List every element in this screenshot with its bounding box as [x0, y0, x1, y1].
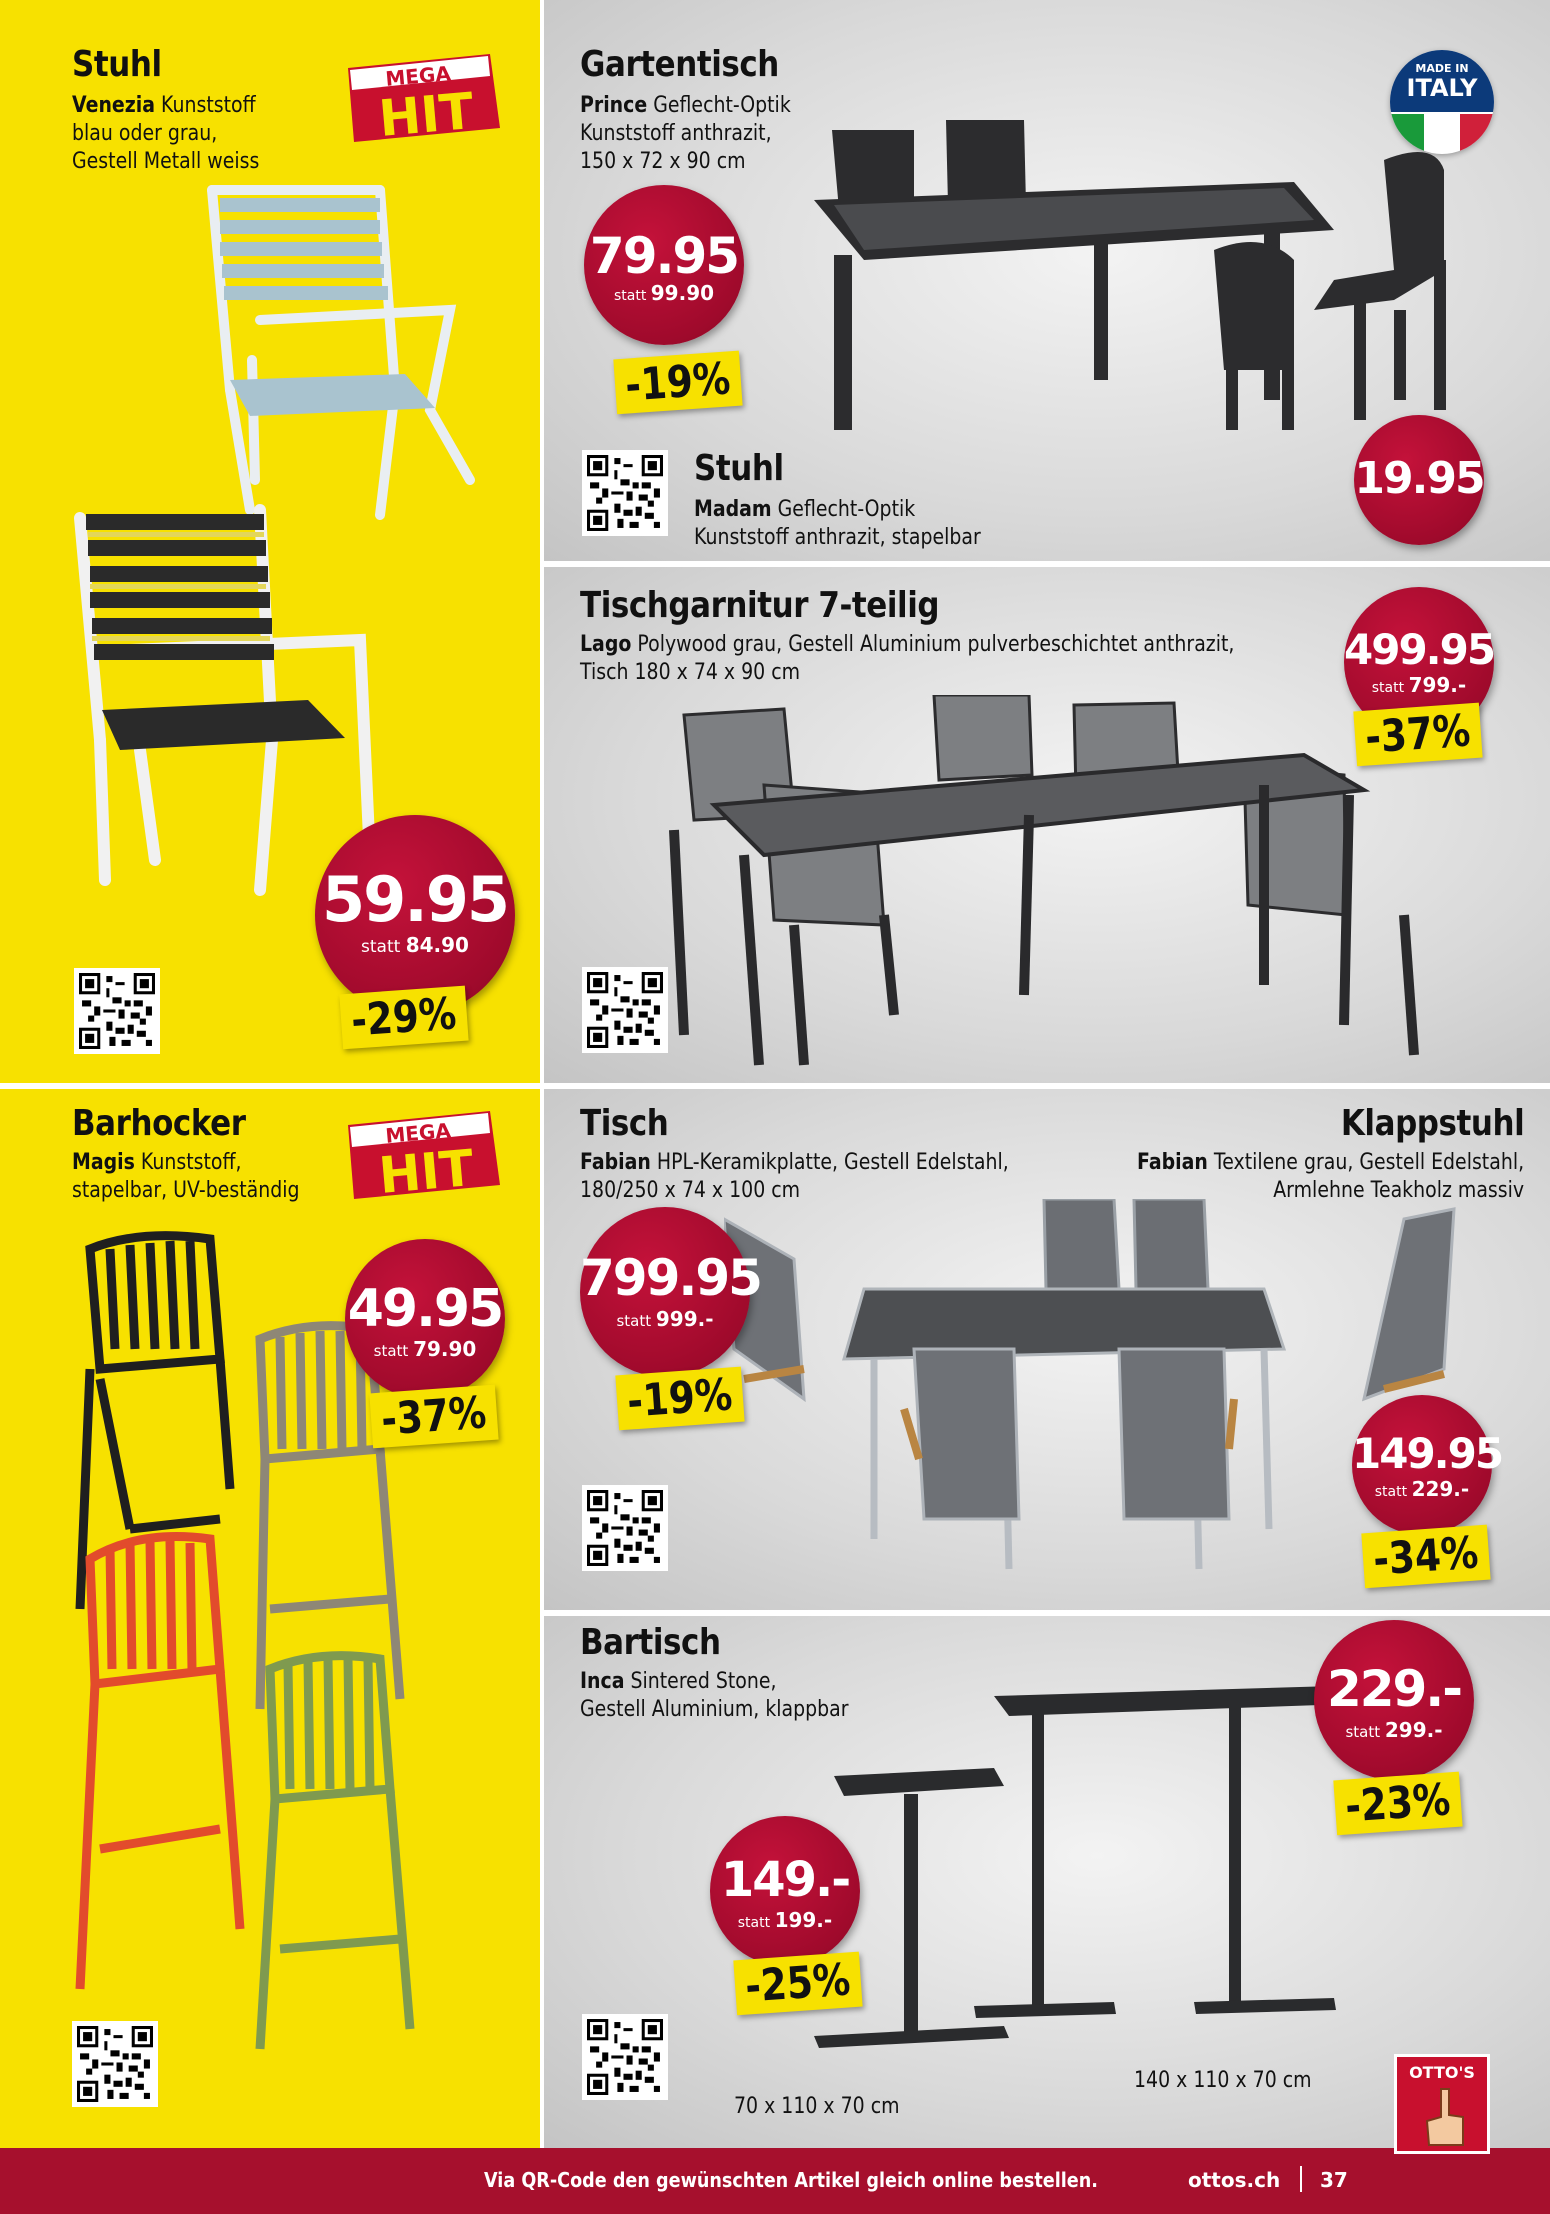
price-value: 79.95: [589, 227, 739, 285]
price-badge: [345, 1239, 505, 1399]
discount-label-small: -25%: [733, 1952, 862, 2016]
product-description: Prince Geflecht-Optik Kunststoff anthrazit, 150 x 72 x 90 cm: [580, 93, 791, 174]
price-value: 149.-: [720, 1852, 850, 1908]
page-number: 37: [1320, 2168, 1348, 2192]
was-price: statt 999.-: [616, 1307, 714, 1331]
price-badge-madam: [1354, 415, 1484, 545]
size-small: 70 x 110 x 70 cm: [734, 2094, 900, 2119]
product-title: Gartentisch: [580, 44, 779, 85]
discount-label: -37%: [369, 1385, 498, 1449]
product-title: Bartisch: [580, 1622, 721, 1663]
was-price: statt 84.90: [361, 933, 469, 957]
discount-label: -29%: [339, 986, 468, 1050]
price-badge-klappstuhl: [1352, 1395, 1503, 1535]
product-title-madam: Stuhl: [694, 448, 784, 489]
ottos-logo: OTTO'S: [1394, 2054, 1490, 2154]
product-title: Stuhl: [72, 44, 162, 85]
qr-code[interactable]: [582, 2014, 668, 2100]
discount-label-klappstuhl: -34%: [1361, 1525, 1490, 1589]
price-badge: [315, 815, 515, 1015]
price-badge: [580, 1207, 761, 1377]
product-description-madam: Madam Geflecht-Optik Kunststoff anthrazit, stapelbar: [694, 497, 981, 550]
panel-barhocker-magis: [0, 1089, 540, 2148]
hit-label: HIT: [376, 1138, 476, 1203]
product-description: Lago Polywood grau, Gestell Aluminium pulverbeschichtet anthrazit, Tisch 180 x 74 x 90 cm: [580, 632, 1235, 685]
was-price: statt 79.90: [373, 1337, 477, 1361]
discount-label: -19%: [613, 351, 742, 415]
dining-set-image: [644, 695, 1464, 1075]
price-value: 49.95: [347, 1279, 503, 1339]
product-title-klappstuhl: Klappstuhl: [1340, 1103, 1524, 1144]
pointing-hand-icon: [1423, 2087, 1467, 2149]
product-description: Venezia Kunststoff blau oder grau, Gestell Metall weiss: [72, 93, 260, 174]
product-description: Fabian HPL-Keramikplatte, Gestell Edelstahl, 180/250 x 74 x 100 cm: [580, 1150, 1009, 1203]
hit-label: HIT: [376, 81, 476, 146]
price-badge-small: [710, 1816, 860, 1966]
product-title: Tisch: [580, 1103, 669, 1144]
discount-label: -37%: [1353, 703, 1482, 767]
price-value: 149.95: [1352, 1429, 1503, 1478]
panel-fabian: [544, 1089, 1550, 1610]
fabian-table-chairs-image: [724, 1199, 1464, 1579]
product-title: Tischgarnitur 7-teilig: [580, 585, 940, 626]
qr-code[interactable]: [582, 1485, 668, 1571]
was-price: statt 229.-: [1374, 1477, 1470, 1501]
qr-code[interactable]: [582, 967, 668, 1053]
size-large: 140 x 110 x 70 cm: [1134, 2068, 1312, 2093]
was-price: statt 299.-: [1345, 1718, 1443, 1742]
qr-code[interactable]: [74, 968, 160, 1054]
product-description: Inca Sintered Stone, Gestell Aluminium, klappbar: [580, 1669, 849, 1722]
price-badge-large: [1314, 1620, 1474, 1780]
was-price: statt 799.-: [1371, 673, 1467, 697]
bar-tables-image: [794, 1676, 1354, 2076]
mega-label: MEGA: [384, 61, 452, 91]
price-value: 229.-: [1326, 1660, 1462, 1718]
product-description-klappstuhl: Fabian Textilene grau, Gestell Edelstahl, Armlehne Teakholz massiv: [1136, 1150, 1524, 1203]
discount-label: -19%: [615, 1367, 744, 1431]
mega-label: MEGA: [384, 1118, 452, 1148]
panel-gartentisch-prince: [544, 0, 1550, 561]
price-value: 499.95: [1344, 625, 1495, 674]
product-title: Barhocker: [72, 1103, 246, 1144]
was-price: statt 99.90: [613, 281, 715, 305]
garden-table-set-image: [794, 110, 1524, 450]
footer-note: Via QR-Code den gewünschten Artikel gleich online bestellen.: [484, 2168, 1098, 2192]
product-description: Magis Kunststoff, stapelbar, UV-beständig: [72, 1150, 300, 1203]
panel-stuhl-venezia: [0, 0, 540, 1083]
chair-venezia-blue-image: [190, 180, 510, 520]
discount-label-large: -23%: [1333, 1772, 1462, 1836]
price-value: 799.95: [580, 1249, 761, 1307]
panel-tischgarnitur-lago: [544, 567, 1550, 1083]
footer-site-link[interactable]: ottos.ch: [1188, 2168, 1281, 2192]
qr-code[interactable]: [72, 2021, 158, 2107]
made-in-italy-badge: MADE IN ITALY: [1390, 50, 1494, 154]
mega-hit-badge: [340, 1107, 508, 1203]
price-value: 59.95: [321, 863, 509, 936]
price-badge: [584, 185, 744, 345]
mega-hit-badge: [340, 50, 508, 146]
price-value: 19.95: [1354, 453, 1484, 504]
footer-separator: [1300, 2166, 1302, 2192]
footer-bar: [0, 2148, 1550, 2214]
was-price: statt 199.-: [737, 1908, 833, 1932]
qr-code[interactable]: [582, 450, 668, 536]
